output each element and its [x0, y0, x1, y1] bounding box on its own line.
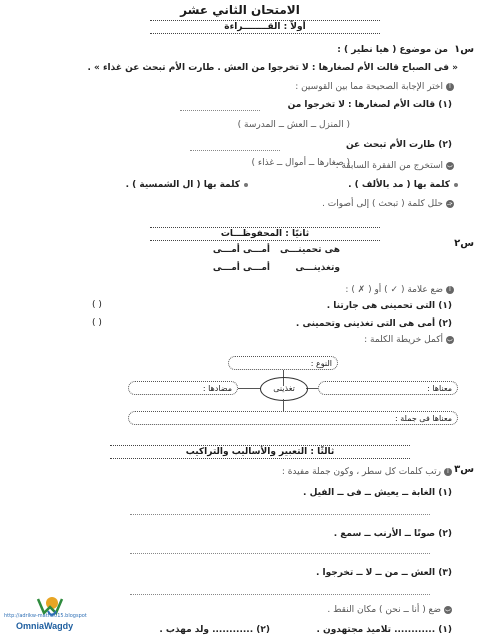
bullet-b: ب	[447, 161, 453, 169]
bullet-dot	[244, 183, 248, 187]
poem-left-2: أمـــى أمـــى	[212, 263, 270, 273]
q2-statement1: (١) التى تحمينى هى جارتنا .	[326, 301, 452, 311]
answer-line[interactable]	[180, 110, 260, 111]
q3-part-a: أرتب كلمات كل سطر ، وكون جملة مفيدة :	[282, 466, 452, 478]
bullet-c: جـ	[447, 199, 453, 207]
q3-row1: (١) الغابة ــ يعيش ــ فى ــ الفيل .	[303, 488, 452, 498]
bullet-dot	[454, 183, 458, 187]
map-type-box[interactable]: النوع :	[228, 356, 338, 370]
poem-right-1: هى تحمينـــى	[279, 245, 340, 255]
bullet-b: ب	[445, 605, 451, 613]
q1-question2: (٢) طارت الأم تبحث عن	[345, 140, 452, 150]
q2-part-b: بأكمل خريطة الكلمة :	[364, 335, 453, 345]
q2-part-a: أضع علامة ( ✓ ) أو ( ✗ ) :	[345, 284, 454, 296]
map-center-word: تغذينى	[260, 377, 308, 401]
q3-pronoun1: (١) ............ تلاميذ مجتهدون .	[316, 625, 452, 635]
section2-banner: ثانيًا : المحفوظـــات	[150, 227, 380, 241]
q2-number: س٢	[454, 238, 474, 249]
q3-number: س٣	[454, 464, 474, 475]
q1-part-b-text: باستخرج من الفقرة السابقة :	[335, 161, 453, 171]
q1-intro: من موضوع ( هيا نطير ) :	[337, 45, 448, 55]
bullet-a: أ	[446, 286, 454, 294]
answer-line[interactable]	[190, 150, 280, 151]
q3-row3: (٣) العش ــ من ــ لا ــ تخرجوا .	[316, 568, 452, 578]
q1-number: س١	[454, 44, 474, 55]
q1-choices1: ( المنزل ــ العش ــ المدرسة )	[237, 120, 350, 130]
check-box-2[interactable]: ( )	[92, 318, 102, 328]
answer-line[interactable]	[130, 553, 430, 554]
map-opposite-box[interactable]: مضادها :	[128, 381, 238, 395]
answer-line[interactable]	[130, 514, 430, 515]
check-box-1[interactable]: ( )	[92, 300, 102, 310]
map-meanings-box[interactable]: معناها :	[318, 381, 458, 395]
bullet-a: أ	[444, 468, 452, 476]
poem-right-2: وتغذينـــى	[295, 263, 340, 273]
poem-left-1: أمـــى أمـــى	[212, 245, 270, 255]
map-sentence-box[interactable]: معناها فى جملة :	[128, 411, 458, 425]
q1-choices2: ( صغارها ــ أموال ــ غذاء )	[251, 158, 350, 168]
q3-pronoun2: (٢) ............ ولد مهذب .	[159, 625, 270, 635]
q3-part-b: بضع ( أنا ــ نحن ) مكان النقط .	[327, 605, 451, 615]
page-title: الامتحان الثاني عشر	[180, 3, 300, 17]
section1-banner: أولاً : القــــــــراءة	[150, 20, 380, 34]
q3-row2: (٢) صوتًا ــ الأرنب ــ سمع .	[333, 529, 452, 539]
q1-b-item2: كلمة بها ( ال الشمسية ) .	[126, 179, 240, 191]
section3-banner: ثالثًا : التعبير والأساليب والتراكيب	[110, 445, 410, 459]
watermark-name: OmniaWagdy	[16, 621, 74, 631]
q1-part-a: أاختر الإجابة الصحيحة مما بين القوسين :	[295, 81, 454, 93]
q2-statement2: (٢) أمى هى التى تغذينى وتحمينى .	[295, 319, 452, 329]
bullet-b: ب	[447, 335, 453, 343]
watermark-logo	[4, 593, 116, 637]
watermark-url: http://adrikw-math2015.blogspot	[4, 613, 87, 619]
answer-line[interactable]	[130, 594, 430, 595]
q1-b-item1: كلمة بها ( مد بالألف ) .	[348, 179, 450, 191]
passage: « فى الصباح قالت الأم لصغارها : لا تخرجوا من العش . طارت الأم تبحث عن غذاء » .	[87, 63, 458, 73]
q1-question1: (١) قالت الأم لصغارها : لا تخرجوا من	[287, 100, 452, 110]
bullet-a: أ	[446, 83, 454, 91]
q1-part-c: جـحلل كلمة ( تبحث ) إلى أصوات .	[322, 199, 453, 209]
